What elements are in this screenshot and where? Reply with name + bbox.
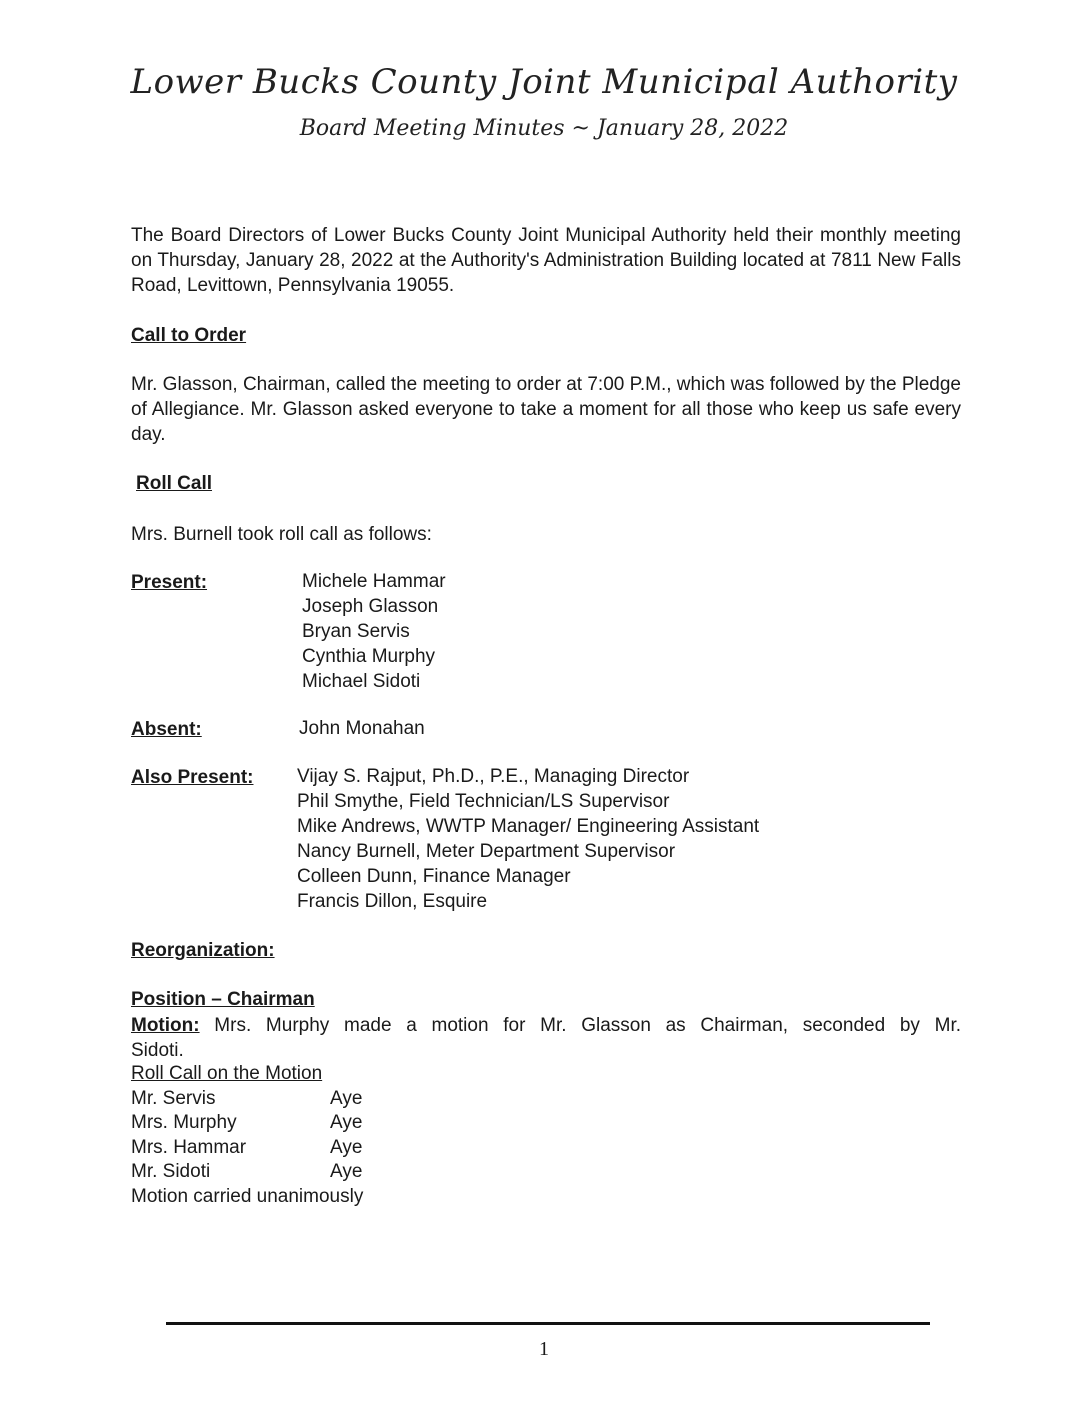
position-heading: Position – Chairman (131, 989, 315, 1010)
document-title: Lower Bucks County Joint Municipal Authority (130, 62, 958, 102)
call-to-order-text: Mr. Glasson, Chairman, called the meeting to order at 7:00 P.M., which was followed by the Pledge of Allegiance. Mr. Glasson asked everyone to take a moment for all those who keep us safe every day. (131, 374, 961, 445)
also-present-member: Phil Smythe, Field Technician/LS Supervisor (297, 791, 670, 812)
intro-paragraph: The Board Directors of Lower Bucks County Joint Municipal Authority held their monthly meeting on Thursday, January 28, 2022 at the Authority's Administration Building located at 7811 New Falls Road, Levittown, Pennsylvania 19055. (131, 225, 961, 296)
present-member: Joseph Glasson (302, 596, 439, 617)
motion-text-line1: Mrs. Murphy made a motion for Mr. Glasson as Chairman, seconded by Mr. (214, 1015, 962, 1036)
vote-value: Aye (330, 1112, 363, 1133)
vote-row (131, 1087, 363, 1112)
vote-table (131, 1062, 363, 1209)
absent-member: John Monahan (299, 718, 425, 739)
motion-result: Motion carried unanimously (131, 1185, 364, 1207)
vote-value: Aye (330, 1087, 363, 1109)
motion-text-line2: Sidoti. (131, 1040, 184, 1061)
also-present-member: Nancy Burnell, Meter Department Supervisor (297, 841, 676, 862)
footer-rule (166, 1322, 930, 1325)
absent-label: Absent: (131, 719, 202, 740)
also-present-member: Francis Dillon, Esquire (297, 891, 488, 912)
present-member: Michele Hammar (302, 571, 446, 592)
voter-name: Mrs. Murphy (131, 1112, 237, 1133)
motion-label: Motion: (131, 1015, 200, 1036)
roll-call-heading: Roll Call (136, 473, 213, 494)
voter-name: Mrs. Hammar (131, 1136, 247, 1158)
voter-name: Mr. Servis (131, 1087, 216, 1109)
also-present-label: Also Present: (131, 767, 254, 788)
present-label: Present: (131, 572, 208, 593)
motion-paragraph (131, 1013, 961, 1063)
also-present-member: Vijay S. Rajput, Ph.D., P.E., Managing Director (297, 766, 690, 787)
document-subtitle: Board Meeting Minutes ~ January 28, 2022 (299, 116, 789, 141)
also-present-member: Colleen Dunn, Finance Manager (297, 866, 571, 887)
absent-list (299, 716, 425, 741)
present-member: Bryan Servis (302, 621, 410, 642)
vote-row (131, 1136, 363, 1161)
vote-value: Aye (330, 1136, 363, 1158)
call-to-order-heading: Call to Order (131, 325, 247, 346)
vote-value: Aye (330, 1161, 363, 1182)
also-present-member: Mike Andrews, WWTP Manager/ Engineering Assistant (297, 816, 760, 837)
roll-call-motion-label: Roll Call on the Motion (131, 1063, 323, 1084)
present-list (302, 569, 446, 694)
reorganization-heading: Reorganization: (131, 940, 275, 961)
also-present-list (297, 764, 759, 914)
vote-row (131, 1160, 363, 1185)
vote-row (131, 1111, 363, 1136)
voter-name: Mr. Sidoti (131, 1161, 211, 1182)
roll-call-text: Mrs. Burnell took roll call as follows: (131, 524, 432, 545)
present-member: Cynthia Murphy (302, 646, 436, 667)
page-number: 1 (539, 1338, 549, 1360)
present-member: Michael Sidoti (302, 671, 421, 692)
